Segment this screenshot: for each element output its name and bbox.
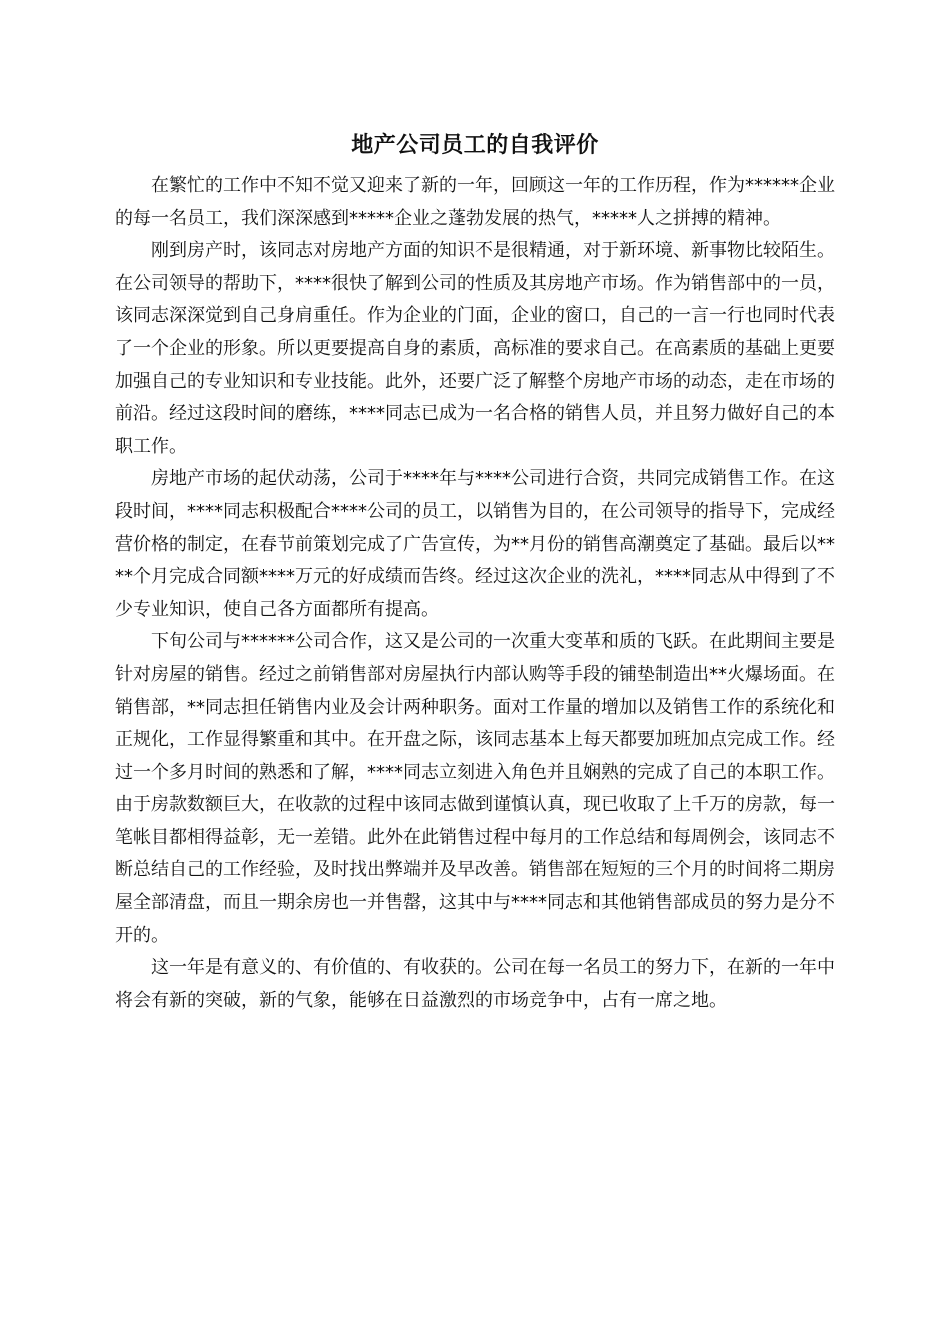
paragraph-5: 这一年是有意义的、有价值的、有收获的。公司在每一名员工的努力下，在新的一年中将会有新的突破，新的气象，能够在日益激烈的市场竞争中，占有一席之地。 — [115, 957, 835, 1011]
paragraph-4: 下旬公司与******公司合作，这又是公司的一次重大变革和质的飞跃。在此期间主要是针对房屋的销售。经过之前销售部对房屋执行内部认购等手段的铺垫制造出**火爆场面。在销售部，**同志担任销售内业及会计两种职务。面对工作量的增加以及销售工作的系统化和正规化，工作显得繁重和其中。在开盘之际，该同志基本上每天都要加班加点完成工作。经过一个多月时间的熟悉和了解，****同志立刻进入角色并且娴熟的完成了自己的本职工作。由于房款数额巨大，在收款的过程中该同志做到谨慎认真，现已收取了上千万的房款，每一笔帐目都相得益彰，无一差错。此外在此销售过程中每月的工作总结和每周例会，该同志不断总结自己的工作经验，及时找出弊端并及早改善。销售部在短短的三个月的时间将二期房屋全部清盘，而且一期余房也一并售罄，这其中与****同志和其他销售部成员的努力是分不开的。 — [115, 631, 835, 946]
document-title: 地产公司员工的自我评价 — [351, 132, 599, 158]
paragraph-3: 房地产市场的起伏动荡，公司于****年与****公司进行合资，共同完成销售工作。在这段时间，****同志积极配合****公司的员工，以销售为目的，在公司领导的指导下，完成经营价格的制定，在春节前策划完成了广告宣传，为**月份的销售高潮奠定了基础。最后以****个月完成合同额****万元的好成绩而告终。经过这次企业的洗礼，****同志从中得到了不少专业知识，使自己各方面都所有提高。 — [115, 468, 835, 620]
document-body — [115, 170, 835, 1017]
paragraph-2: 刚到房产时，该同志对房地产方面的知识不是很精通，对于新环境、新事物比较陌生。在公司领导的帮助下，****很快了解到公司的性质及其房地产市场。作为销售部中的一员，该同志深深觉到自己身肩重任。作为企业的门面，企业的窗口，自己的一言一行也同时代表了一个企业的形象。所以更要提高自身的素质，高标准的要求自己。在高素质的基础上更要加强自己的专业知识和专业技能。此外，还要广泛了解整个房地产市场的动态，走在市场的前沿。经过这段时间的磨练，****同志已成为一名合格的销售人员，并且努力做好自己的本职工作。 — [115, 240, 835, 457]
paragraph-1: 在繁忙的工作中不知不觉又迎来了新的一年，回顾这一年的工作历程，作为******企业的每一名员工，我们深深感到*****企业之蓬勃发展的热气，*****人之拼搏的精神。 — [115, 175, 835, 229]
